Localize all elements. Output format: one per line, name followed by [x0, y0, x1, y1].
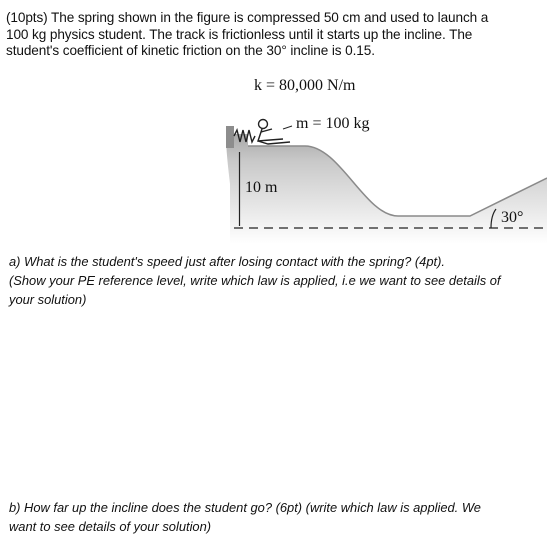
- height-label: 10 m: [245, 179, 278, 196]
- spring-wall: [226, 126, 234, 148]
- physics-figure: [0, 66, 547, 244]
- student-icon: [258, 120, 290, 145]
- problem-line-2: 100 kg physics student. The track is frictionless until it starts up the incline. The: [6, 26, 473, 42]
- question-b-line-1: b) How far up the incline does the student go? (6pt) (write which law is applied. We: [9, 500, 481, 515]
- problem-line-1: (10pts) The spring shown in the figure is compressed 50 cm and used to launch a: [6, 10, 489, 25]
- problem-line-3: student's coefficient of kinetic friction on the 30° incline is 0.15.: [6, 43, 375, 59]
- spring-constant-label: k = 80,000 N/m: [254, 77, 356, 94]
- question-a-line-3: your solution): [9, 292, 87, 307]
- question-a: [9, 252, 547, 309]
- question-a-line-1: a) What is the student's speed just after losing contact with the spring? (4pt).: [9, 254, 445, 269]
- mass-label: m = 100 kg: [296, 115, 370, 132]
- question-a-line-2: (Show your PE reference level, write which law is applied, i.e we want to see details of: [9, 273, 501, 288]
- question-b: [9, 498, 544, 536]
- problem-statement: [6, 10, 546, 60]
- question-b-line-2: want to see details of your solution): [9, 519, 212, 534]
- angle-label: 30°: [501, 209, 524, 226]
- mass-pointer: [283, 126, 292, 129]
